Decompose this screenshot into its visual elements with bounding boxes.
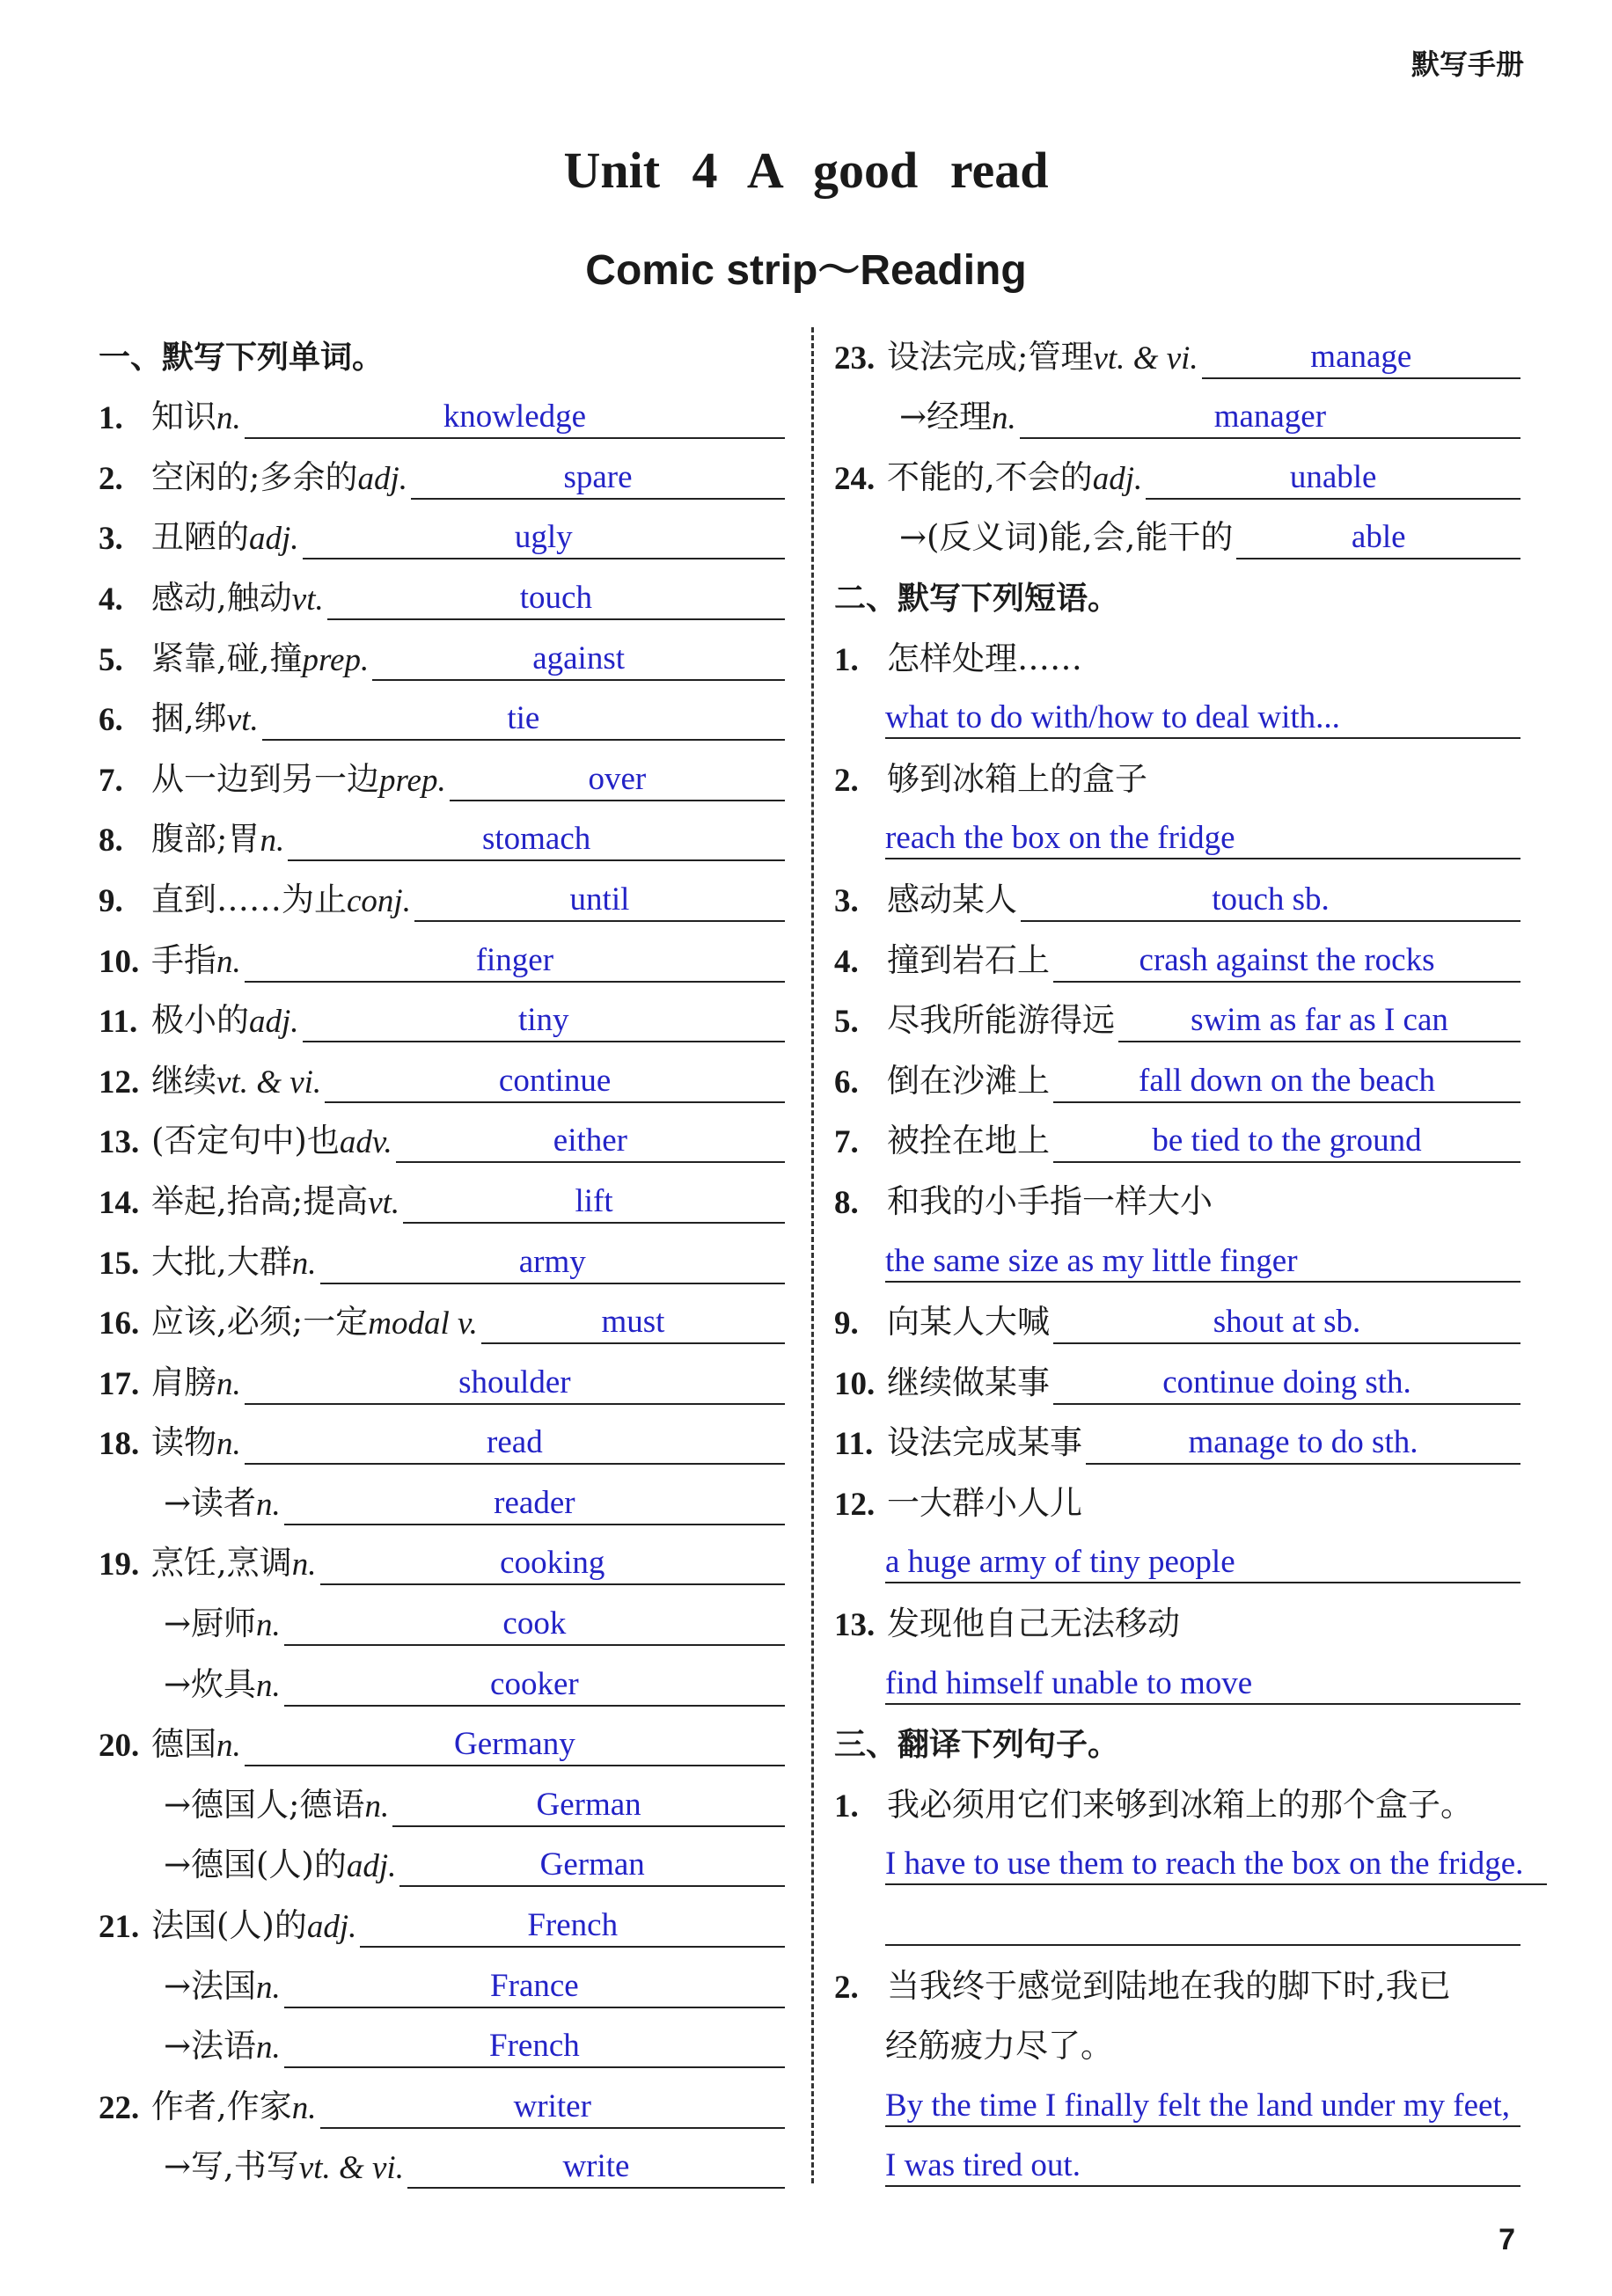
word-item: 20. 德国 n. Germany <box>99 1710 785 1771</box>
answer-blank[interactable]: against <box>372 640 785 681</box>
answer-blank[interactable]: stomach <box>288 821 785 861</box>
answer-blank[interactable]: continue <box>325 1063 785 1103</box>
word-item: →德国人;德语 n. German <box>99 1770 785 1831</box>
answer-blank[interactable]: By the time I finally felt the land under my feet, <box>885 2087 1520 2127</box>
answer-blank[interactable]: reach the box on the fridge <box>885 819 1520 859</box>
word-item: 4. 感动,触动 vt. touch <box>99 563 785 624</box>
word-item: 22. 作者,作家 n. writer <box>99 2072 785 2132</box>
word-item: 9. 直到……为止 conj. until <box>99 865 785 925</box>
sentence-answer <box>834 1890 1520 1951</box>
answer-blank[interactable]: French <box>284 2028 785 2068</box>
phrase-answer <box>834 684 1520 745</box>
word-item: →经理 n. manager <box>834 383 1520 443</box>
answer-blank[interactable]: touch <box>327 580 785 620</box>
answer-blank[interactable]: I was tired out. <box>885 2146 1520 2187</box>
answer-blank[interactable]: continue doing sth. <box>1053 1364 1520 1405</box>
word-item: 13. (否定句中)也 adv. either <box>99 1107 785 1167</box>
section-heading: 二、默写下列短语。 <box>834 580 1120 617</box>
answer-blank[interactable]: German <box>399 1846 785 1887</box>
unit-name: A good read <box>746 142 1049 199</box>
answer-blank[interactable]: manager <box>1020 399 1520 439</box>
answer-blank[interactable]: ugly <box>303 519 785 559</box>
answer-blank[interactable]: manage to do sth. <box>1086 1424 1520 1465</box>
word-item: 3. 丑陋的 adj. ugly <box>99 503 785 564</box>
word-item: 11. 极小的 adj. tiny <box>99 986 785 1047</box>
section-heading: 一、默写下列单词。 <box>99 339 385 376</box>
column-divider <box>811 327 814 2183</box>
word-item: 19. 烹饪,烹调 n. cooking <box>99 1529 785 1590</box>
word-item: 18. 读物 n. read <box>99 1408 785 1469</box>
word-item: 16. 应该,必须;一定 modal v. must <box>99 1288 785 1349</box>
answer-blank[interactable]: I have to use them to reach the box on the fridge. <box>885 1845 1547 1885</box>
word-item: →德国(人)的 adj. German <box>99 1831 785 1891</box>
word-item: 21. 法国(人)的 adj. French <box>99 1890 785 1951</box>
phrase-item: 12. 一大群小人儿 <box>834 1483 1082 1523</box>
word-item: →炊具 n. cooker <box>99 1649 785 1710</box>
word-item: 14. 举起,抬高;提高 vt. lift <box>99 1166 785 1227</box>
sentence-answer <box>834 1831 1524 1891</box>
phrase-item: 13. 发现他自己无法移动 <box>834 1605 1180 1644</box>
word-item: 15. 大批,大群 n. army <box>99 1227 785 1288</box>
answer-blank[interactable]: read <box>245 1424 785 1465</box>
answer-blank[interactable]: until <box>414 881 785 922</box>
phrase-answer <box>834 805 1520 866</box>
phrase-item: 11. 设法完成某事 manage to do sth. <box>834 1408 1520 1469</box>
answer-blank[interactable]: find himself unable to move <box>885 1664 1520 1705</box>
phrase-answer <box>834 1227 1520 1288</box>
header-label: 默写手册 <box>1410 48 1524 81</box>
phrase-item: 2. 够到冰箱上的盒子 <box>834 759 1147 799</box>
word-item: 8. 腹部;胃 n. stomach <box>99 805 785 866</box>
answer-blank[interactable]: tiny <box>303 1002 785 1042</box>
word-item: 2. 空闲的;多余的 adj. spare <box>99 442 785 503</box>
answer-blank[interactable]: either <box>396 1122 785 1163</box>
answer-blank[interactable]: French <box>360 1907 785 1948</box>
answer-blank[interactable]: cooking <box>320 1545 785 1585</box>
answer-blank[interactable]: knowledge <box>245 399 785 439</box>
answer-blank[interactable]: touch sb. <box>1021 881 1520 922</box>
word-item: 17. 肩膀 n. shoulder <box>99 1348 785 1408</box>
answer-blank[interactable]: shoulder <box>245 1364 785 1405</box>
page-number: 7 <box>1498 2223 1515 2256</box>
word-item: →写,书写 vt. & vi. write <box>99 2132 785 2193</box>
answer-blank[interactable]: spare <box>411 459 785 500</box>
word-item: →厨师 n. cook <box>99 1589 785 1649</box>
answer-blank[interactable]: be tied to the ground <box>1053 1122 1520 1163</box>
sentence-item: 1. 我必须用它们来够到冰箱上的那个盒子。 <box>834 1785 1473 1824</box>
answer-blank[interactable]: army <box>320 1244 785 1284</box>
answer-blank[interactable]: swim as far as I can <box>1118 1002 1520 1042</box>
answer-blank[interactable]: fall down on the beach <box>1053 1063 1520 1103</box>
word-item: 10. 手指 n. finger <box>99 925 785 986</box>
sentence-item: 2. 当我终于感觉到陆地在我的脚下时,我已 <box>834 1966 1451 2006</box>
right-column <box>834 322 1524 2192</box>
section-heading: 三、翻译下列句子。 <box>834 1727 1120 1764</box>
answer-blank[interactable]: over <box>450 761 785 801</box>
word-item: 6. 捆,绑 vt. tie <box>99 684 785 745</box>
phrase-item: 5. 尽我所能游得远 swim as far as I can <box>834 986 1520 1047</box>
unit-title <box>0 141 1612 200</box>
phrase-item: 4. 撞到岩石上 crash against the rocks <box>834 925 1520 986</box>
phrase-item: 3. 感动某人 touch sb. <box>834 865 1520 925</box>
answer-blank[interactable]: cooker <box>284 1666 785 1707</box>
word-item: 5. 紧靠,碰,撞 prep. against <box>99 624 785 684</box>
answer-blank[interactable]: a huge army of tiny people <box>885 1543 1520 1583</box>
answer-blank[interactable]: tie <box>262 700 785 741</box>
sentence-answer <box>834 2072 1520 2132</box>
sentence-item-cont: 经筋疲力尽了。 <box>885 2027 1113 2066</box>
word-item: →(反义词)能,会,能干的 able <box>834 503 1520 564</box>
phrase-item: 7. 被拴在地上 be tied to the ground <box>834 1107 1520 1167</box>
answer-blank[interactable]: manage <box>1202 339 1520 379</box>
answer-blank[interactable]: France <box>284 1968 785 2008</box>
sentence-answer <box>834 2132 1520 2193</box>
phrase-item: 1. 怎样处理…… <box>834 639 1082 678</box>
phrase-item: 8. 和我的小手指一样大小 <box>834 1181 1213 1221</box>
answer-blank[interactable]: reader <box>284 1485 785 1525</box>
answer-blank[interactable]: lift <box>403 1183 785 1224</box>
answer-blank[interactable]: shout at sb. <box>1053 1304 1520 1344</box>
word-item: →读者 n. reader <box>99 1468 785 1529</box>
answer-blank[interactable]: what to do with/how to deal with... <box>885 698 1520 739</box>
phrase-item: 10. 继续做某事 continue doing sth. <box>834 1348 1520 1408</box>
answer-blank[interactable] <box>885 1905 1520 1946</box>
answer-blank[interactable]: must <box>481 1304 785 1344</box>
unit-number: Unit 4 <box>563 142 718 199</box>
answer-blank[interactable]: write <box>407 2148 785 2189</box>
answer-blank[interactable]: able <box>1236 519 1520 559</box>
word-item: 1. 知识 n. knowledge <box>99 383 785 443</box>
answer-blank[interactable]: finger <box>245 942 785 983</box>
word-item: 23. 设法完成;管理 vt. & vi. manage <box>834 322 1520 383</box>
word-item: →法语 n. French <box>99 2012 785 2073</box>
phrase-item: 9. 向某人大喊 shout at sb. <box>834 1288 1520 1349</box>
answer-blank[interactable]: Germany <box>245 1726 785 1766</box>
left-column <box>99 322 785 2192</box>
word-item: 24. 不能的,不会的 adj. unable <box>834 442 1520 503</box>
answer-blank[interactable]: crash against the rocks <box>1053 942 1520 983</box>
phrase-answer <box>834 1649 1520 1710</box>
word-item: 7. 从一边到另一边 prep. over <box>99 744 785 805</box>
answer-blank[interactable]: unable <box>1146 459 1520 500</box>
word-item: →法国 n. France <box>99 1951 785 2012</box>
answer-blank[interactable]: German <box>392 1787 785 1827</box>
answer-blank[interactable]: cook <box>284 1605 785 1646</box>
phrase-item: 6. 倒在沙滩上 fall down on the beach <box>834 1046 1520 1107</box>
lesson-subtitle: Comic strip～Reading <box>585 247 1027 294</box>
answer-blank[interactable]: writer <box>320 2088 785 2129</box>
answer-blank[interactable]: the same size as my little finger <box>885 1242 1520 1283</box>
word-item: 12. 继续 vt. & vi. continue <box>99 1046 785 1107</box>
phrase-answer <box>834 1529 1520 1590</box>
